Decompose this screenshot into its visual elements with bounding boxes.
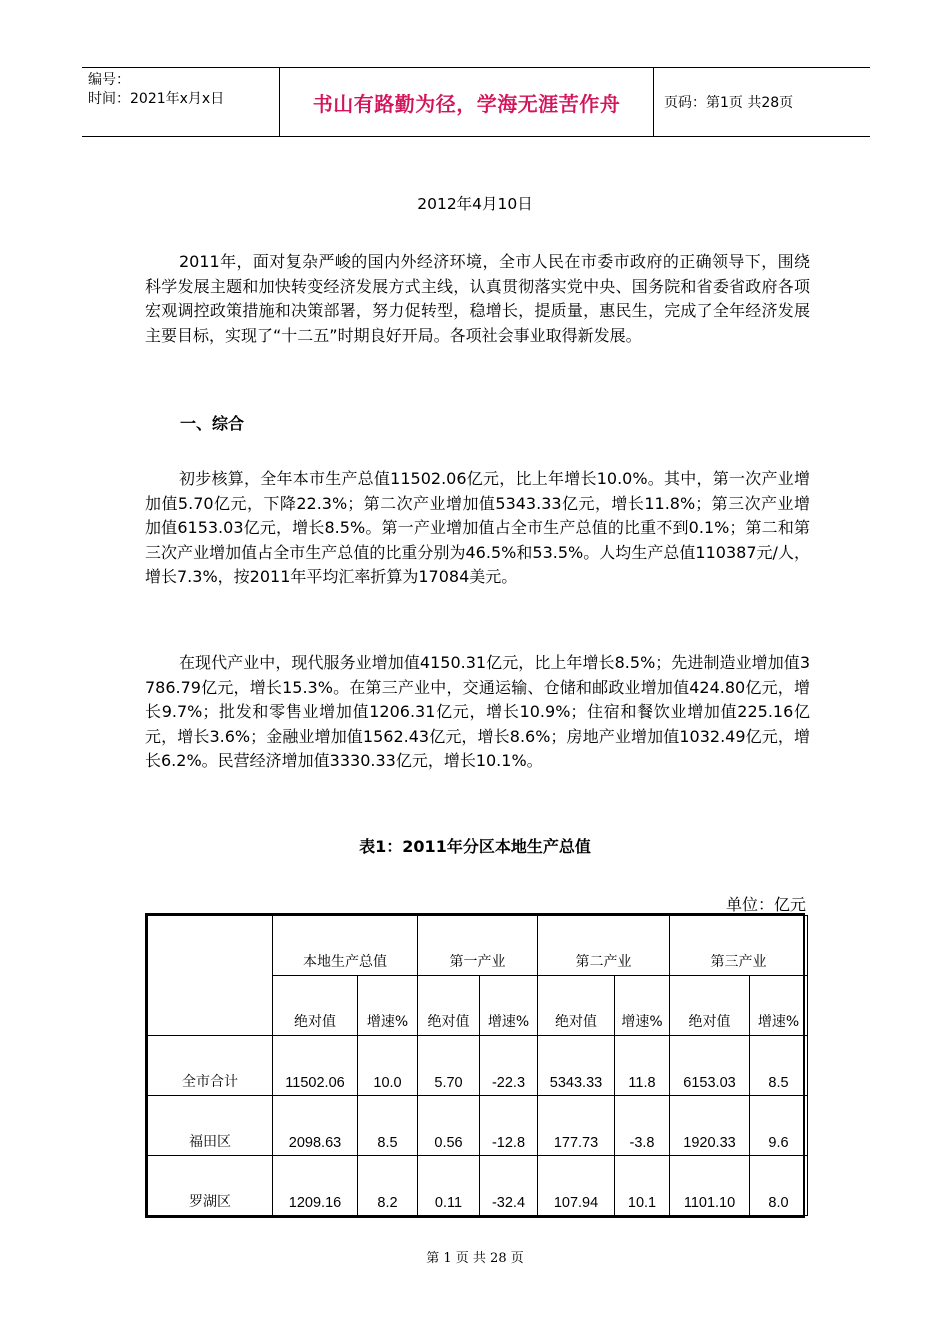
table-row-name: 全市合计 bbox=[148, 1036, 273, 1096]
section-heading: 一、综合 bbox=[180, 414, 245, 433]
table-cell: 8.0 bbox=[750, 1156, 808, 1216]
table-cell: 11502.06 bbox=[273, 1036, 358, 1096]
table-group-header: 第一产业 bbox=[418, 916, 538, 976]
table-cell: 10.0 bbox=[358, 1036, 418, 1096]
table-sub-header: 增速% bbox=[480, 976, 538, 1036]
table-corner-cell bbox=[148, 916, 273, 1036]
table-sub-header: 绝对值 bbox=[538, 976, 615, 1036]
table-sub-header: 增速% bbox=[615, 976, 670, 1036]
table-group-header: 本地生产总值 bbox=[273, 916, 418, 976]
table-cell: 177.73 bbox=[538, 1096, 615, 1156]
header-motto: 书山有路勤为径，学海无涯苦作舟 bbox=[280, 68, 654, 136]
intro-paragraph: 2011年，面对复杂严峻的国内外经济环境，全市人民在市委市政府的正确领导下，围绕科学发展主题和加快转变经济发展方式主线，认真贯彻落实党中央、国务院和省委省政府各项宏观调控政策措施和决策部署，努力促转型，稳增长，提质量，惠民生，完成了全年经济发展主要目标，实现了“十二五”时期良好开局。各项社会事业取得新发展。 bbox=[145, 252, 810, 345]
table-title: 表1：2011年分区本地生产总值 bbox=[359, 837, 591, 856]
table-row bbox=[148, 1036, 808, 1096]
table-row-name: 福田区 bbox=[148, 1096, 273, 1156]
table-row bbox=[148, 1156, 808, 1216]
table-group-header: 第二产业 bbox=[538, 916, 670, 976]
table-group-header: 第三产业 bbox=[670, 916, 808, 976]
table-cell: 1209.16 bbox=[273, 1156, 358, 1216]
table-sub-header: 绝对值 bbox=[273, 976, 358, 1036]
table-sub-header: 增速% bbox=[750, 976, 808, 1036]
table-cell: -12.8 bbox=[480, 1096, 538, 1156]
table-cell: 5.70 bbox=[418, 1036, 480, 1096]
table-group-header-row bbox=[148, 916, 808, 976]
table-row-name: 罗湖区 bbox=[148, 1156, 273, 1216]
table-sub-header: 绝对值 bbox=[418, 976, 480, 1036]
table-cell: 8.5 bbox=[358, 1096, 418, 1156]
gdp-table bbox=[145, 913, 805, 1218]
table-cell: 5343.33 bbox=[538, 1036, 615, 1096]
table-cell: 10.1 bbox=[615, 1156, 670, 1216]
table-cell: 1920.33 bbox=[670, 1096, 750, 1156]
table-cell: 6153.03 bbox=[670, 1036, 750, 1096]
table-cell: 107.94 bbox=[538, 1156, 615, 1216]
table-sub-header: 绝对值 bbox=[670, 976, 750, 1036]
table-unit: 单位：亿元 bbox=[725, 895, 806, 914]
page-header bbox=[82, 67, 870, 137]
table-cell: 8.5 bbox=[750, 1036, 808, 1096]
header-page-info: 页码：第1页 共28页 bbox=[664, 95, 794, 111]
table-cell: -32.4 bbox=[480, 1156, 538, 1216]
header-time-label: 时间：2021年x月x日 bbox=[88, 91, 225, 107]
header-meta bbox=[82, 68, 280, 136]
table-row bbox=[148, 1096, 808, 1156]
table-cell: 9.6 bbox=[750, 1096, 808, 1156]
document-date: 2012年4月10日 bbox=[417, 195, 533, 213]
table-cell: 2098.63 bbox=[273, 1096, 358, 1156]
table-cell: -22.3 bbox=[480, 1036, 538, 1096]
table-cell: 0.11 bbox=[418, 1156, 480, 1216]
header-number-label: 编号： bbox=[88, 72, 130, 88]
table-cell: 8.2 bbox=[358, 1156, 418, 1216]
table-cell: 0.56 bbox=[418, 1096, 480, 1156]
table-cell: -3.8 bbox=[615, 1096, 670, 1156]
page-footer: 第 1 页 共 28 页 bbox=[426, 1251, 524, 1266]
paragraph-industry: 在现代产业中，现代服务业增加值4150.31亿元，比上年增长8.5%；先进制造业增加值3786.79亿元，增长15.3%。在第三产业中，交通运输、仓储和邮政业增加值424.80亿元，增长9.7%；批发和零售业增加值1206.31亿元，增长10.9%；住宿和餐饮业增加值225.16亿元，增长3.6%；金融业增加值1562.43亿元，增长8.6%；房地产业增加值1032.49亿元，增长6.2%。民营经济增加值3330.33亿元，增长10.1%。 bbox=[145, 653, 810, 770]
table-cell: 11.8 bbox=[615, 1036, 670, 1096]
table-cell: 1101.10 bbox=[670, 1156, 750, 1216]
table-sub-header: 增速% bbox=[358, 976, 418, 1036]
paragraph-overview: 初步核算，全年本市生产总值11502.06亿元，比上年增长10.0%。其中，第一次产业增加值5.70亿元，下降22.3%；第二次产业增加值5343.33亿元，增长11.8%；第三次产业增加值6153.03亿元，增长8.5%。第一产业增加值占全市生产总值的比重不到0.1%；第二和第三次产业增加值占全市生产总值的比重分别为46.5%和53.5%。人均生产总值110387元/人，增长7.3%，按2011年平均汇率折算为17084美元。 bbox=[145, 469, 810, 586]
